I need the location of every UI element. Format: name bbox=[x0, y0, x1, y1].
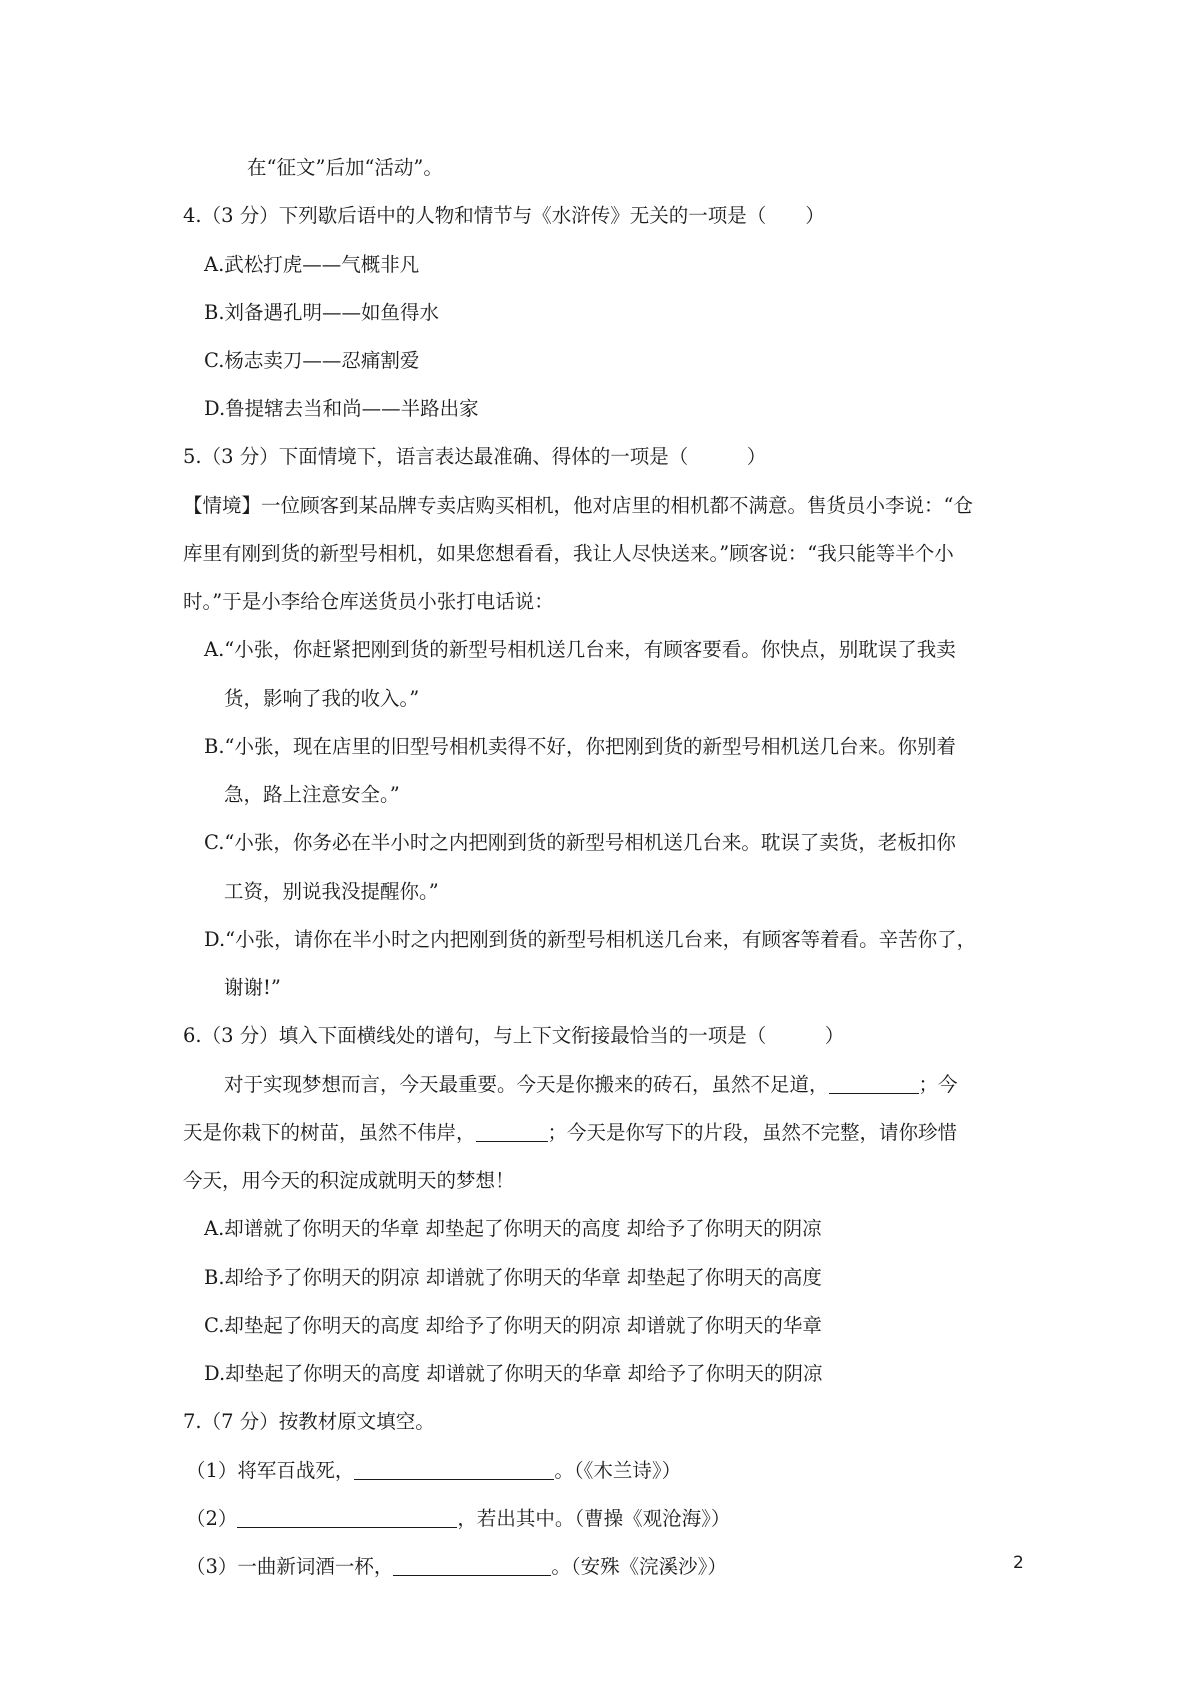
text-line-l12 bbox=[224, 686, 419, 712]
text-line-l19 bbox=[183, 1023, 844, 1049]
text-segment: 工资，别说我没提醒你。” bbox=[224, 880, 439, 903]
text-segment: 【情境】一位顾客到某品牌专卖店购买相机，他对店里的相机都不满意。售货员小李说：“仓 bbox=[183, 494, 973, 517]
text-line-l13 bbox=[204, 734, 956, 760]
text-segment: 4.（3 分）下列歇后语中的人物和情节与《水浒传》无关的一项是（ ） bbox=[183, 204, 825, 227]
text-line-l03 bbox=[204, 252, 419, 278]
text-segment: D.鲁提辖去当和尚——半路出家 bbox=[204, 397, 479, 420]
text-line-l25 bbox=[204, 1313, 822, 1339]
text-segment: 库里有刚到货的新型号相机，如果您想看看，我让人尽快送来。”顾客说：“我只能等半个小 bbox=[183, 542, 954, 565]
text-segment: A.“小张，你赶紧把刚到货的新型号相机送几台来，有顾客要看。你快点，别耽误了我卖 bbox=[204, 638, 956, 661]
text-line-l10 bbox=[183, 589, 554, 615]
text-segment: 5.（3 分）下面情境下，语言表达最准确、得体的一项是（ ） bbox=[183, 445, 767, 468]
text-segment: ；今 bbox=[918, 1073, 958, 1096]
text-line-l26 bbox=[204, 1361, 823, 1387]
text-line-l09 bbox=[183, 541, 954, 567]
text-line-l18 bbox=[224, 975, 281, 1001]
text-segment: C.却垫起了你明天的高度 却给予了你明天的阴凉 却谱就了你明天的华章 bbox=[204, 1314, 822, 1337]
text-line-l21 bbox=[183, 1120, 957, 1146]
text-line-l14 bbox=[224, 782, 400, 808]
text-segment: （3）一曲新词酒一杯， bbox=[186, 1555, 394, 1578]
fill-in-blank bbox=[829, 1073, 919, 1094]
text-segment: 天是你栽下的树苗，虽然不伟岸， bbox=[183, 1121, 476, 1144]
text-line-l05 bbox=[204, 348, 419, 374]
text-segment: 对于实现梦想而言，今天最重要。今天是你搬来的砖石，虽然不足道， bbox=[224, 1073, 829, 1096]
text-segment: ，若出其中。（曹操《观沧海》） bbox=[457, 1507, 731, 1530]
fill-in-blank bbox=[237, 1507, 457, 1528]
text-segment: D.“小张，请你在半小时之内把刚到货的新型号相机送几台来，有顾客等着看。辛苦你了， bbox=[204, 928, 977, 951]
text-segment: （1）将军百战死， bbox=[186, 1459, 355, 1482]
text-line-l24 bbox=[204, 1265, 822, 1291]
text-segment: 。（安殊《浣溪沙》） bbox=[551, 1555, 727, 1578]
text-line-l30 bbox=[186, 1554, 727, 1580]
text-segment: 货，影响了我的收入。” bbox=[224, 687, 420, 710]
text-line-l17 bbox=[204, 927, 976, 953]
text-line-l22 bbox=[183, 1168, 515, 1194]
text-line-l20 bbox=[224, 1072, 958, 1098]
text-line-l06 bbox=[204, 396, 479, 422]
text-segment: 。（《木兰诗》） bbox=[554, 1459, 682, 1482]
page-number: 2 bbox=[1013, 1553, 1024, 1573]
text-line-l08 bbox=[183, 493, 973, 519]
text-line-l07 bbox=[183, 444, 766, 470]
text-segment: （2） bbox=[186, 1507, 238, 1530]
text-line-l28 bbox=[186, 1458, 681, 1484]
text-line-l01 bbox=[247, 155, 443, 181]
text-segment: A.却谱就了你明天的华章 却垫起了你明天的高度 却给予了你明天的阴凉 bbox=[204, 1217, 822, 1240]
text-segment: D.却垫起了你明天的高度 却谱就了你明天的华章 却给予了你明天的阴凉 bbox=[204, 1362, 823, 1385]
text-line-l11 bbox=[204, 637, 956, 663]
text-segment: B.却给予了你明天的阴凉 却谱就了你明天的华章 却垫起了你明天的高度 bbox=[204, 1266, 822, 1289]
text-segment: 6.（3 分）填入下面横线处的谱句，与上下文衔接最恰当的一项是（ ） bbox=[183, 1024, 845, 1047]
text-segment: 在“征文”后加“活动”。 bbox=[247, 156, 443, 179]
text-line-l15 bbox=[204, 830, 956, 856]
text-segment: 时。”于是小李给仓库送货员小张打电话说： bbox=[183, 590, 554, 613]
text-line-l16 bbox=[224, 879, 439, 905]
text-segment: A.武松打虎——气概非凡 bbox=[204, 253, 420, 276]
text-segment: 7.（7 分）按教材原文填空。 bbox=[183, 1410, 435, 1433]
text-segment: 今天，用今天的积淀成就明天的梦想！ bbox=[183, 1169, 515, 1192]
text-line-l27 bbox=[183, 1409, 435, 1435]
text-line-l04 bbox=[204, 300, 439, 326]
text-line-l23 bbox=[204, 1216, 822, 1242]
text-line-l02 bbox=[183, 203, 825, 229]
text-segment: B.刘备遇孔明——如鱼得水 bbox=[204, 301, 440, 324]
text-segment: C.杨志卖刀——忍痛割爱 bbox=[204, 349, 420, 372]
text-segment: 谢谢!” bbox=[224, 976, 281, 999]
text-segment: 急，路上注意安全。” bbox=[224, 783, 400, 806]
text-segment: ；今天是你写下的片段，虽然不完整，请你珍惜 bbox=[547, 1121, 958, 1144]
fill-in-blank bbox=[393, 1555, 551, 1576]
fill-in-blank bbox=[476, 1121, 548, 1142]
fill-in-blank bbox=[354, 1459, 554, 1480]
text-segment: B.“小张，现在店里的旧型号相机卖得不好，你把刚到货的新型号相机送几台来。你别着 bbox=[204, 735, 956, 758]
text-segment: C.“小张，你务必在半小时之内把刚到货的新型号相机送几台来。耽误了卖货，老板扣你 bbox=[204, 831, 956, 854]
text-line-l29 bbox=[186, 1506, 730, 1532]
